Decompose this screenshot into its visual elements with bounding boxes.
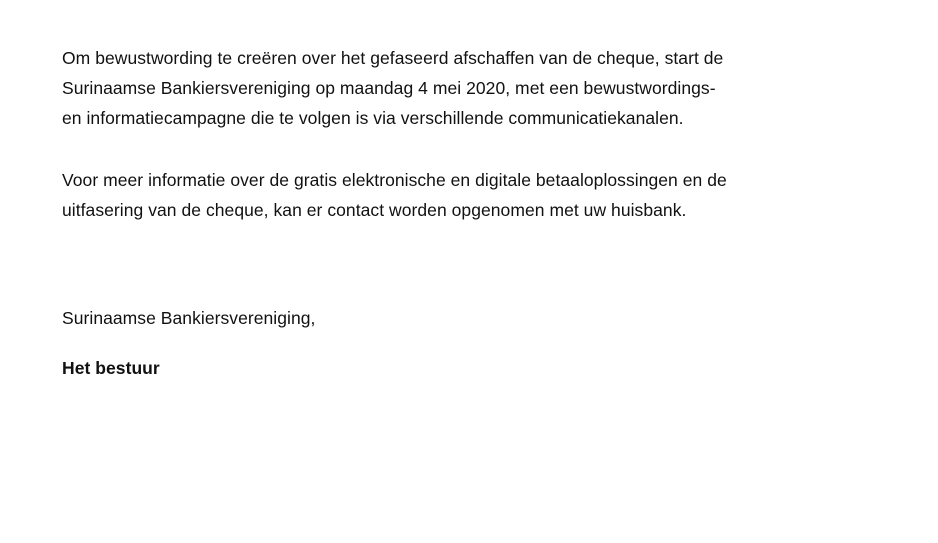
signature-organization: Surinaamse Bankiersvereniging, [62,308,316,328]
paragraph-2-line-2: uitfasering van de cheque, kan er contact worden opgenomen met uw huisbank. [62,200,687,220]
paragraph-1-line-3: en informatiecampagne die te volgen is via verschillende communicatiekanalen. [62,108,684,128]
paragraph-2-line-1: Voor meer informatie over de gratis elektronische en digitale betaaloplossingen en de [62,170,727,190]
signature-board: Het bestuur [62,358,160,378]
paragraph-1-line-2: Surinaamse Bankiersvereniging op maandag 4 mei 2020, met een bewustwordings- [62,78,716,98]
paragraph-1-line-1: Om bewustwording te creëren over het gefaseerd afschaffen van de cheque, start de [62,48,724,68]
